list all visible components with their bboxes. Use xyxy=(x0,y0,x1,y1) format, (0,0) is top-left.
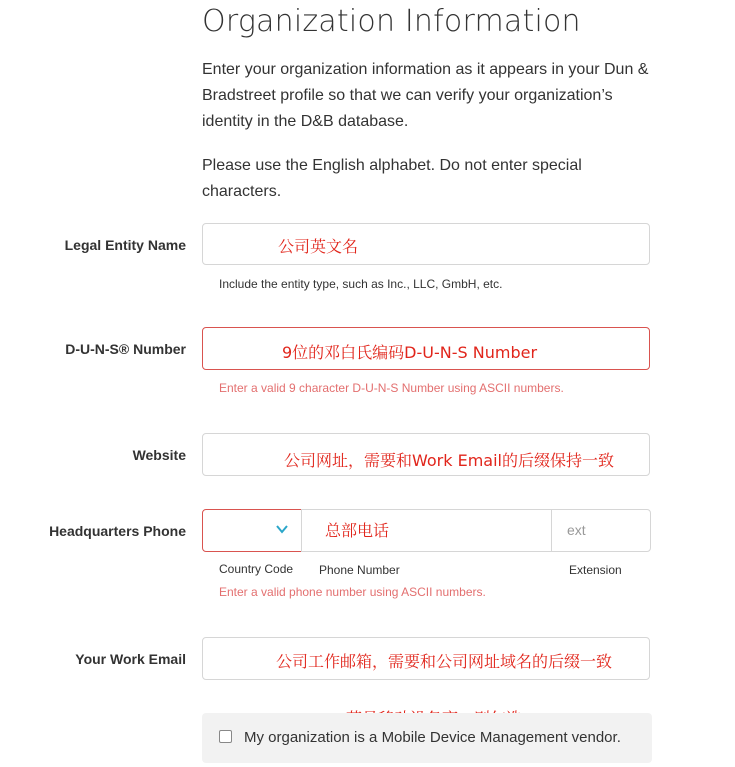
legal-entity-input[interactable] xyxy=(202,223,650,265)
duns-annotation: 9位的邓白氏编码D-U-N-S Number xyxy=(282,343,538,362)
legal-entity-label: Legal Entity Name xyxy=(64,237,186,253)
country-code-label: Country Code xyxy=(219,562,294,576)
website-label: Website xyxy=(132,447,186,463)
phone-annotation: 总部电话 xyxy=(325,521,390,540)
extension-label: Extension xyxy=(569,563,622,577)
intro-paragraph: Enter your organization information as it appears in your Dun & Bradstreet profile so that we can verify your organization’s identity in the D&B database. xyxy=(202,61,649,130)
phone-error: Enter a valid phone number using ASCII numbers. xyxy=(219,585,486,599)
chevron-down-icon xyxy=(275,522,289,536)
page-title: Organization Information xyxy=(202,4,581,39)
extension-input[interactable]: ext xyxy=(551,509,651,552)
duns-error: Enter a valid 9 character D-U-N-S Number using ASCII numbers. xyxy=(219,381,564,395)
legal-entity-annotation: 公司英文名 xyxy=(278,237,359,256)
work-email-label: Your Work Email xyxy=(75,651,186,667)
alphabet-note: Please use the English alphabet. Do not enter special characters. xyxy=(202,157,582,200)
duns-label: D-U-N-S® Number xyxy=(65,341,186,357)
country-code-select[interactable] xyxy=(202,509,302,552)
mdm-checkbox-row[interactable] xyxy=(202,713,652,763)
phone-number-label: Phone Number xyxy=(319,563,400,577)
work-email-annotation: 公司工作邮箱，需要和公司网址域名的后缀一致 xyxy=(276,652,613,671)
website-annotation: 公司网址，需要和Work Email的后缀保持一致 xyxy=(284,451,614,470)
phone-label: Headquarters Phone xyxy=(49,523,186,539)
legal-entity-hint: Include the entity type, such as Inc., LLC, GmbH, etc. xyxy=(219,277,503,291)
mdm-checkbox[interactable] xyxy=(219,730,232,743)
mdm-label[interactable]: My organization is a Mobile Device Management vendor. xyxy=(244,729,621,746)
